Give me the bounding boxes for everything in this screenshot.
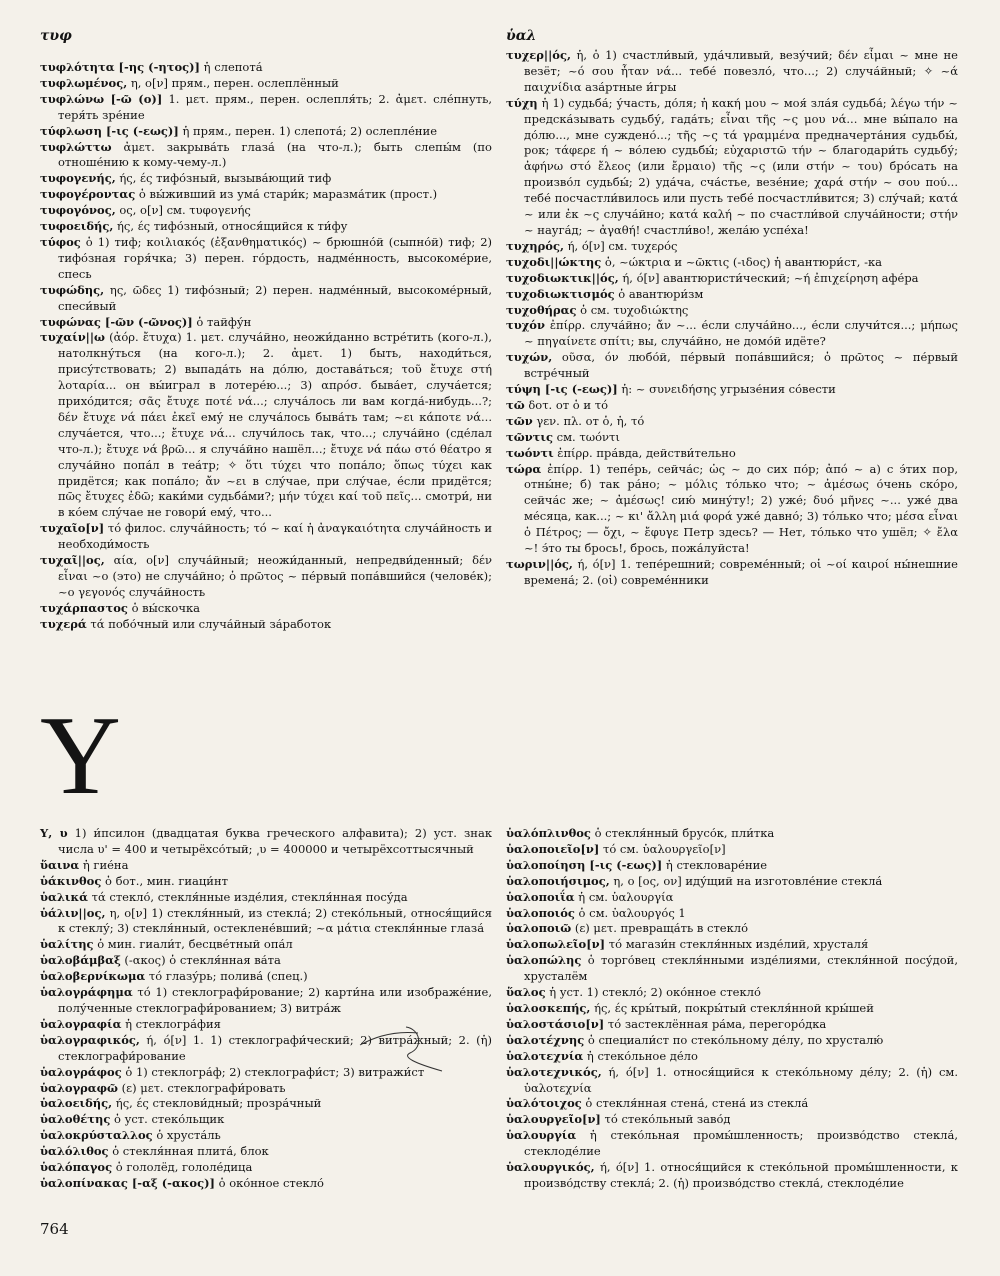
headword: ὑαλίτης: [40, 937, 94, 952]
headword: ὑαλοπίνακας [-αξ (-ακος)]: [40, 1175, 215, 1190]
definition: ἡ стеко́льная промы́шленность; произво́дство стекла́, стеклоде́лие: [524, 1128, 958, 1159]
headword: τύφος: [40, 234, 81, 249]
dictionary-entry: [40, 890, 492, 906]
headword: ὑαλοκρύσταλλος: [40, 1128, 153, 1143]
definition: δοτ. от ὁ и τό: [524, 397, 608, 412]
definition: ὁ см. τυχοδιώκτης: [576, 302, 689, 317]
headword: τυφογενής,: [40, 171, 116, 186]
headword: Υ, υ: [40, 826, 68, 840]
headword: τυχερά: [40, 616, 87, 631]
headword: τυφλωμένος,: [40, 75, 128, 90]
definition: ὁ стекля́нная стена́, стена́ из стекла́: [581, 1096, 809, 1111]
dictionary-entry: [40, 124, 492, 140]
headword: τυχαῖο[ν]: [40, 521, 105, 536]
headword: ὑαλοποίηση [-ις (-εως)]: [506, 857, 663, 872]
definition: ής, ές кры́тый, покры́тый стекля́нной кры́шей: [590, 1000, 874, 1015]
definition: ἡ гие́на: [79, 857, 129, 872]
definition: τό застеклённая ра́ма, перегоро́дка: [604, 1016, 827, 1031]
definition: ἐπίρρ. 1) тепе́рь, сейча́с; ὡς ~ до сих по́р; ἀπό ~ а) с э́тих пор, отны́не; б) так ра́но; ~ μόλις то́лько что; ~ ἀμέσως о́чень ско́ро, сейча́с же; ~ ἀμέσως! сию́ мину́ту!; 2) уже́; δυό μῆνες ~... уже́ два ме́сяца, как...; ~ κι' ἄλλη μιά φορά уже́ давно́; 3) то́лько что; μέσα εἶναι ὁ Πέτρος; — ὄχι, ~ ἔφυγε Петр здесь? — Нет, то́лько что ушёл; ✧ ἔλα ~! э́то ты брось!, брось, пожа́луйста!: [524, 461, 958, 556]
definition: ὁ, ~ώκτρια и ~ῶκτις (-ιδος) ἡ авантюри́ст, -ка: [601, 254, 883, 269]
headword: ὑαλογράφος: [40, 1064, 122, 1079]
column-bottom-right: [506, 826, 958, 1192]
definition: τό филос. случа́йность; τό ~ καί ἡ ἀναγκαιότητα случа́йность и необходи́мость: [58, 521, 492, 552]
definition: τά стекло́, стекля́нные изде́лия, стекля́нная посу́да: [87, 889, 408, 904]
dictionary-entry: [506, 890, 958, 906]
headword: ὑαλοπωλεῖο[ν]: [506, 937, 606, 952]
headword: τυχοθήρας: [506, 302, 577, 317]
dictionary-entry: [506, 430, 958, 446]
column-bottom-left: [40, 826, 492, 1192]
definition: τό см. ὑαλουργεῖο[ν]: [599, 841, 726, 856]
dictionary-entry: [506, 303, 958, 319]
definition: ὁ торго́вец стекля́нными изде́лиями, стекля́нной посу́дой, хрусталём: [524, 953, 958, 984]
dictionary-entry: [506, 318, 958, 350]
definition: ὁ стекля́нный брусо́к, пли́тка: [590, 826, 775, 840]
definition: ὁ 1) тиф; κοιλιακός (ἐξανθηματικός) ~ брюшно́й (сыпно́й) тиф; 2) тифо́зная горя́чка; 3) перен. го́рдость, надме́нность, высокоме́рие, спесь: [58, 234, 492, 281]
headword: ὑαλογράφημα: [40, 985, 133, 1000]
dictionary-entry: [506, 557, 958, 589]
definition: ἡ слепота́: [200, 60, 263, 74]
definition: (ε) μετ. стеклографи́ровать: [118, 1080, 286, 1095]
headword: ὑαλοτεχνία: [506, 1048, 584, 1063]
headword: ὑαλόλιθος: [40, 1144, 109, 1159]
dictionary-entry: [506, 271, 958, 287]
dictionary-entry: [40, 617, 492, 633]
headword: τυχών,: [506, 350, 553, 365]
dictionary-entry: [40, 1160, 492, 1176]
headword: ὑαλόπλινθος: [506, 826, 591, 840]
headword: τυφώδης,: [40, 282, 105, 297]
definition: ή, ό[ν] 1. тепе́решний; совреме́нный; οἱ ~οί καιροί ны́нешние времена́; 2. (οἱ) совреме́нники: [524, 557, 958, 587]
definition: ἐπίρρ. пра́вда, действи́тельно: [553, 445, 736, 460]
headword: τυχοδιωκτισμός: [506, 286, 615, 301]
definition: ή, ό[ν] см. τυχερός: [563, 238, 678, 253]
dictionary-entry: [506, 937, 958, 953]
dictionary-entry: [40, 235, 492, 283]
headword: ὑαλοποιεῖο[ν]: [506, 841, 600, 856]
definition: ή, ό[ν] 1. 1) стеклографи́ческий; 2) витра́жный; 2. (ἡ) стеклографи́рование: [58, 1032, 492, 1063]
definition: ἡ 1) судьба́; у́часть, до́ля; ἡ κακή μου ~ моя́ зла́я судьба́; λέγω τήν ~ предска́зывать судьбу́, гада́ть; εἶναι τῆς ~ς μου νά... мне вы́пало на до́лю..., мне суждено́...; τῆς ~ς τά γραμμένα предначерта́ния судьбы́, рок; τάφερε ή ~ во́лею судьбы́; εὐχαριστῶ τήν ~ благодари́ть судьбу́; ἀφήνω στό ἔλεος (или ἔρμαιο) τῆς ~ς (или στήν ~ του) бро́сать на произво́л судьбы́; 2) уда́ча, сча́стье, везе́ние; χαρά στήν ~ σου πού... тебе́ посчастли́вилось или пусть тебе́ посчастли́вится; 3) слу́чай; κατά ~ или ἐκ ~ς случа́йно; κατά καλή ~ по счастли́вой случа́йности; στήν ~ науга́д; ~ ἀγαθή! счастли́во!, жела́ю успе́ха!: [524, 95, 958, 237]
dictionary-entry: [506, 1001, 958, 1017]
definition: ὁ стекля́нная плита́, блок: [108, 1144, 269, 1159]
dictionary-entry: [506, 874, 958, 890]
definition: ἐπίρρ. случа́йно; ἄν ~... е́сли случа́йно..., е́сли случи́тся...; μήπως ~ πηγαίνετε σπίτι; вы, случа́йно, не домо́й идёте?: [524, 318, 958, 349]
headword: ὑαλογραφία: [40, 1016, 122, 1031]
headword: τυχερ||ός,: [506, 48, 571, 62]
definition: ὁ гололёд, гололе́дица: [112, 1160, 253, 1175]
dictionary-entry: [506, 462, 958, 557]
definition: ὁ тайфу́н: [192, 314, 252, 329]
dictionary-entry: [506, 48, 958, 96]
definition: ὁ мин. гиали́т, бесцве́тный опа́л: [93, 937, 293, 952]
dictionary-entry: [506, 398, 958, 414]
definition: ής, ές тифо́зный, вызыва́ющий тиф: [115, 171, 332, 186]
definition: η, ο[ν] прям., перен. ослеплённый: [127, 75, 339, 90]
definition: ὁ вы́живший из ума́ стари́к; маразма́тик (прост.): [135, 187, 438, 202]
definition: ἡ уст. 1) стекло́; 2) око́нное стекло́: [545, 985, 761, 1000]
dictionary-entry: [40, 171, 492, 187]
definition: τά побо́чный или случа́йный за́работок: [86, 616, 332, 631]
headword: ὑαλογραφικός,: [40, 1032, 140, 1047]
definition: 1. μετ. прям., перен. ослепля́ть; 2. ἀμετ. сле́пнуть, теря́ть зре́ние: [58, 91, 492, 122]
dictionary-entry: [506, 842, 958, 858]
definition: ἡ прям., перен. 1) слепота́; 2) ослепле́ние: [178, 123, 438, 138]
headword: τυχάρπαστος: [40, 600, 128, 615]
dictionary-entry: [40, 92, 492, 124]
dictionary-entry: [506, 1112, 958, 1128]
dictionary-entry: [506, 906, 958, 922]
running-head-left: τυφ: [40, 28, 72, 44]
dictionary-entry: [40, 1176, 492, 1192]
definition: ης, ῶδες 1) тифо́зный; 2) перен. надме́нный, высокоме́рный, спеси́вый: [58, 282, 492, 313]
definition: (ἀόρ. ἔτυχα) 1. μετ. случа́йно, неожи́данно встре́тить (кого-л.), натолкну́ться (на кого-л.); 2. ἀμετ. 1) быть, находи́ться, прису́тствовать; 2) выпада́ть на до́лю, достава́ться; τοῦ ἔτυχε στή λοταρία... он вы́играл в лотере́ю...; 3) απρόσ. быва́ет, случа́ется; прихо́дится; σᾶς ἔτυχε ποτέ νά...; случа́лось ли вам когда́-нибудь...?; δέν ἔτυχε νά πάει ἐκεῖ ему́ не случа́лось быва́ть там; ~ει κάποτε νά... случа́ется, что...; ἔτυχε νά... случи́лось так, что...; случа́йно (сде́лал что-л.); ἔτυχε νά βρῶ... я случа́йно нашёл...; ἔτυχε νά πάω στό θέατρο я случа́йно попа́л в теа́тр; ✧ ὅτι τύχει что попа́ло; ὅπως τύχει как придётся; как попа́ло; ἄν ~ει в слу́чае, при слу́чае, е́сли придётся; πῶς ἔτυχες ἐδῶ; каки́ми судьба́ми?; μήν τύχει καί τοῦ πεῖς... смотри́, ни в ко́ем слу́чае не говори́ ему́, что...: [58, 330, 492, 520]
headword: τυχαίν||ω: [40, 330, 105, 345]
headword: τύψη [-ις (-εως)]: [506, 382, 618, 397]
definition: ής, ές стеклови́дный; прозра́чный: [112, 1096, 322, 1111]
headword: τυχηρός,: [506, 238, 564, 253]
definition: ἡ стекловаре́ние: [662, 857, 768, 872]
headword: τυφώνας [-ῶν (-ῶνος)]: [40, 314, 193, 329]
dictionary-entry: [506, 858, 958, 874]
headword: τῶ: [506, 397, 525, 412]
definition: τό магази́н стекля́нных изде́лий, хрусталя́: [605, 937, 869, 952]
headword: ὑαλοβερνίκωμα: [40, 969, 146, 984]
definition: τό стеко́льный заво́д: [600, 1112, 731, 1127]
headword: τυφογέροντας: [40, 187, 136, 202]
dictionary-entry: [40, 521, 492, 553]
definition: ἡ стеклогра́фия: [121, 1016, 221, 1031]
definition: ὁ 1) стеклогра́ф; 2) стеклографи́ст; 3) витражи́ст: [121, 1064, 425, 1079]
dictionary-entry: [506, 1128, 958, 1160]
headword: ὑαλικά: [40, 889, 88, 904]
headword: τυφογόνος,: [40, 203, 116, 218]
dictionary-entry: [40, 1112, 492, 1128]
page-number: 764: [40, 1220, 69, 1238]
dictionary-entry: [506, 414, 958, 430]
dictionary-entry: [40, 1081, 492, 1097]
headword: ὑαλοβάμβαξ: [40, 953, 121, 968]
dictionary-entry: [40, 315, 492, 331]
headword: ὑαλοπώλης: [506, 953, 582, 968]
definition: αία, ο[ν] случа́йный; неожи́данный, непредви́денный; δέν εἶναι ~ο (это) не случа́йно; ὁ πρῶτος ~ пе́рвый попа́вшийся (челове́к); ~ο γεγονός случа́йность: [58, 553, 492, 599]
dictionary-entry: [506, 1096, 958, 1112]
definition: (ε) μετ. превраща́ть в стекло́: [571, 921, 749, 936]
headword: ὑαλοστάσιο[ν]: [506, 1016, 605, 1031]
headword: τύχη: [506, 95, 538, 110]
dictionary-entry: [40, 140, 492, 172]
column-top-left: [40, 60, 492, 633]
headword: ὑαλότοιχος: [506, 1096, 582, 1111]
dictionary-entry: [40, 601, 492, 617]
definition: ἡ, ὁ 1) счастли́вый, уда́чливый, везу́чий; δέν εἶμαι ~ мне не везёт; ~ό σου ἦταν νά... тебе́ повезло́, что...; 2) случа́йный; ✧ ~ά παιχνίδια аза́ртные и́гры: [524, 48, 958, 94]
headword: τῶντις: [506, 429, 553, 444]
headword: ὑαλοποιΐα: [506, 889, 575, 904]
pen-mark: [358, 1023, 448, 1073]
headword: ὕαινα: [40, 857, 80, 872]
headword: τωριν||ός,: [506, 557, 573, 571]
definition: ὁ бот., мин. гиаци́нт: [101, 873, 228, 888]
dictionary-entry: [40, 906, 492, 938]
dictionary-entry: [506, 953, 958, 985]
definition: τό глазу́рь; полива́ (спец.): [145, 969, 308, 984]
definition: τό 1) стеклографи́рование; 2) карти́на или изображе́ние, полу́ченные стеклографи́рованием; 3) витра́ж: [58, 985, 492, 1015]
running-head-right: ὑαλ: [506, 28, 537, 44]
dictionary-entry: [506, 1049, 958, 1065]
dictionary-entry: [40, 1144, 492, 1160]
definition: ἡ: ~ συνειδήσης угрызе́ния со́вести: [617, 382, 836, 397]
headword: τυφλώνω [-ῶ (ο)]: [40, 91, 163, 106]
dictionary-entry: [506, 1160, 958, 1192]
dictionary-entry: [40, 1096, 492, 1112]
dictionary-entry: [506, 921, 958, 937]
definition: ή, ό[ν] 1. относя́щийся к стеко́льной промы́шленности, к произво́дству стекла́; 2. (ἡ) произво́дство стекла́, стеклоде́лие: [524, 1160, 958, 1190]
definition: η, ο [ος, ον] иду́щий на изготовле́ние стекла́: [609, 873, 883, 888]
dictionary-entry: [40, 283, 492, 315]
headword: ὑαλουργεῖο[ν]: [506, 1112, 601, 1127]
definition: ή, ό[ν] 1. относя́щийся к стеко́льному де́лу; 2. (ἡ) см. ὑαλοτεχνία: [524, 1064, 958, 1095]
definition: ὁ авантюри́зм: [614, 286, 704, 301]
dictionary-entry: [506, 382, 958, 398]
definition: ἡ см. ὑαλουργία: [574, 889, 674, 904]
headword: τυχόν: [506, 318, 545, 333]
definition: ής, ές тифо́зный, относя́щийся к ти́фу: [113, 219, 348, 234]
dictionary-entry: [40, 219, 492, 235]
headword: ὑαλόπαγος: [40, 1160, 113, 1175]
headword: ὑαλοσκεπής,: [506, 1000, 591, 1015]
headword: ὑαλουργία: [506, 1128, 577, 1143]
section-letter: Υ: [40, 694, 121, 818]
headword: ὑαλοποιήσιμος,: [506, 873, 610, 888]
dictionary-entry: [40, 985, 492, 1017]
headword: τύφλωση [-ις (-εως)]: [40, 123, 179, 138]
definition: ὁ специали́ст по стеко́льному де́лу, по хрусталю́: [584, 1032, 884, 1047]
headword: ὑαλοποιῶ: [506, 921, 572, 936]
definition: ὁ уст. стеко́льщик: [110, 1112, 225, 1127]
headword: ὑαλοθέτης: [40, 1112, 111, 1127]
dictionary-entry: [506, 985, 958, 1001]
dictionary-entry: [40, 858, 492, 874]
dictionary-entry: [506, 446, 958, 462]
dictionary-entry: [506, 1065, 958, 1097]
dictionary-entry: [40, 953, 492, 969]
definition: 1) и́псилон (двадцатая буква греческого алфавита); 2) уст. знак числа υ' = 400 и четырёхсо́тый; ͵υ = 400000 и четырёхсоттысячный: [58, 826, 493, 856]
headword: ὑαλοειδής,: [40, 1096, 113, 1111]
dictionary-entry: [40, 826, 492, 858]
definition: ὁ см. ὑαλουργός 1: [574, 905, 686, 920]
headword: ὕαλος: [506, 985, 546, 1000]
definition: (-ακος) ὁ стекля́нная ва́та: [120, 953, 281, 968]
headword: ὑάλιν||ος,: [40, 905, 106, 920]
dictionary-entry: [506, 255, 958, 271]
definition: ος, ο[ν] см. τυφογενής: [115, 203, 251, 218]
headword: τῶν: [506, 413, 533, 428]
headword: τυχαῖ||ος,: [40, 553, 105, 568]
dictionary-entry: [40, 969, 492, 985]
dictionary-entry: [506, 1033, 958, 1049]
headword: τυφοειδής,: [40, 219, 114, 234]
headword: τυφλώττω: [40, 139, 112, 154]
dictionary-entry: [40, 76, 492, 92]
dictionary-entry: [506, 350, 958, 382]
headword: τυχοδιωκτικ||ός,: [506, 270, 619, 285]
headword: ὑαλοτεχνικός,: [506, 1064, 602, 1079]
definition: ἀμετ. закрыва́ть глаза́ (на что-л.); быть слепы́м (по отноше́нию к кому-чему-л.): [58, 139, 492, 170]
definition: ὁ хруста́ль: [152, 1128, 221, 1143]
definition: ἡ стеко́льное де́ло: [583, 1048, 698, 1063]
dictionary-entry: [40, 330, 492, 521]
headword: ὑάκινθος: [40, 873, 102, 888]
definition: γεν. πλ. от ὁ, ἡ, τό: [532, 413, 645, 428]
headword: τωόντι: [506, 445, 554, 460]
definition: см. τωόντι: [552, 429, 620, 444]
dictionary-entry: [506, 826, 958, 842]
headword: τυφλότητα [-ης (-ητος)]: [40, 60, 200, 74]
dictionary-entry: [506, 96, 958, 239]
definition: ή, ό[ν] авантюристи́ческий; ~ή ἐπιχείρηση афе́ра: [618, 270, 919, 285]
headword: ὑαλοποιός: [506, 905, 575, 920]
dictionary-entry: [40, 60, 492, 76]
definition: οῦσα, όν любо́й, пе́рвый попа́вшийся; ὁ πρῶτος ~ пе́рвый встре́чный: [524, 350, 958, 381]
headword: ὑαλογραφῶ: [40, 1080, 119, 1095]
headword: ὑαλουργικός,: [506, 1160, 595, 1175]
column-top-right: [506, 48, 958, 589]
headword: τώρα: [506, 461, 542, 476]
definition: ὁ око́нное стекло́: [214, 1175, 324, 1190]
headword: ὑαλοτέχνης: [506, 1032, 585, 1047]
headword: τυχοδι||ώκτης: [506, 254, 602, 269]
dictionary-entry: [40, 1128, 492, 1144]
dictionary-entry: [506, 1017, 958, 1033]
dictionary-entry: [40, 203, 492, 219]
definition: ὁ вы́скочка: [127, 600, 200, 615]
dictionary-entry: [40, 187, 492, 203]
dictionary-entry: [40, 937, 492, 953]
definition: η, ο[ν] 1) стекля́нный, из стекла́; 2) стеко́льный, относя́щийся к стеклу́; 3) стекля́нный, остеклене́вший; ~α μάτια стекля́нные глаза́: [58, 905, 492, 936]
dictionary-entry: [506, 239, 958, 255]
dictionary-entry: [506, 287, 958, 303]
dictionary-entry: [40, 874, 492, 890]
dictionary-entry: [40, 553, 492, 601]
